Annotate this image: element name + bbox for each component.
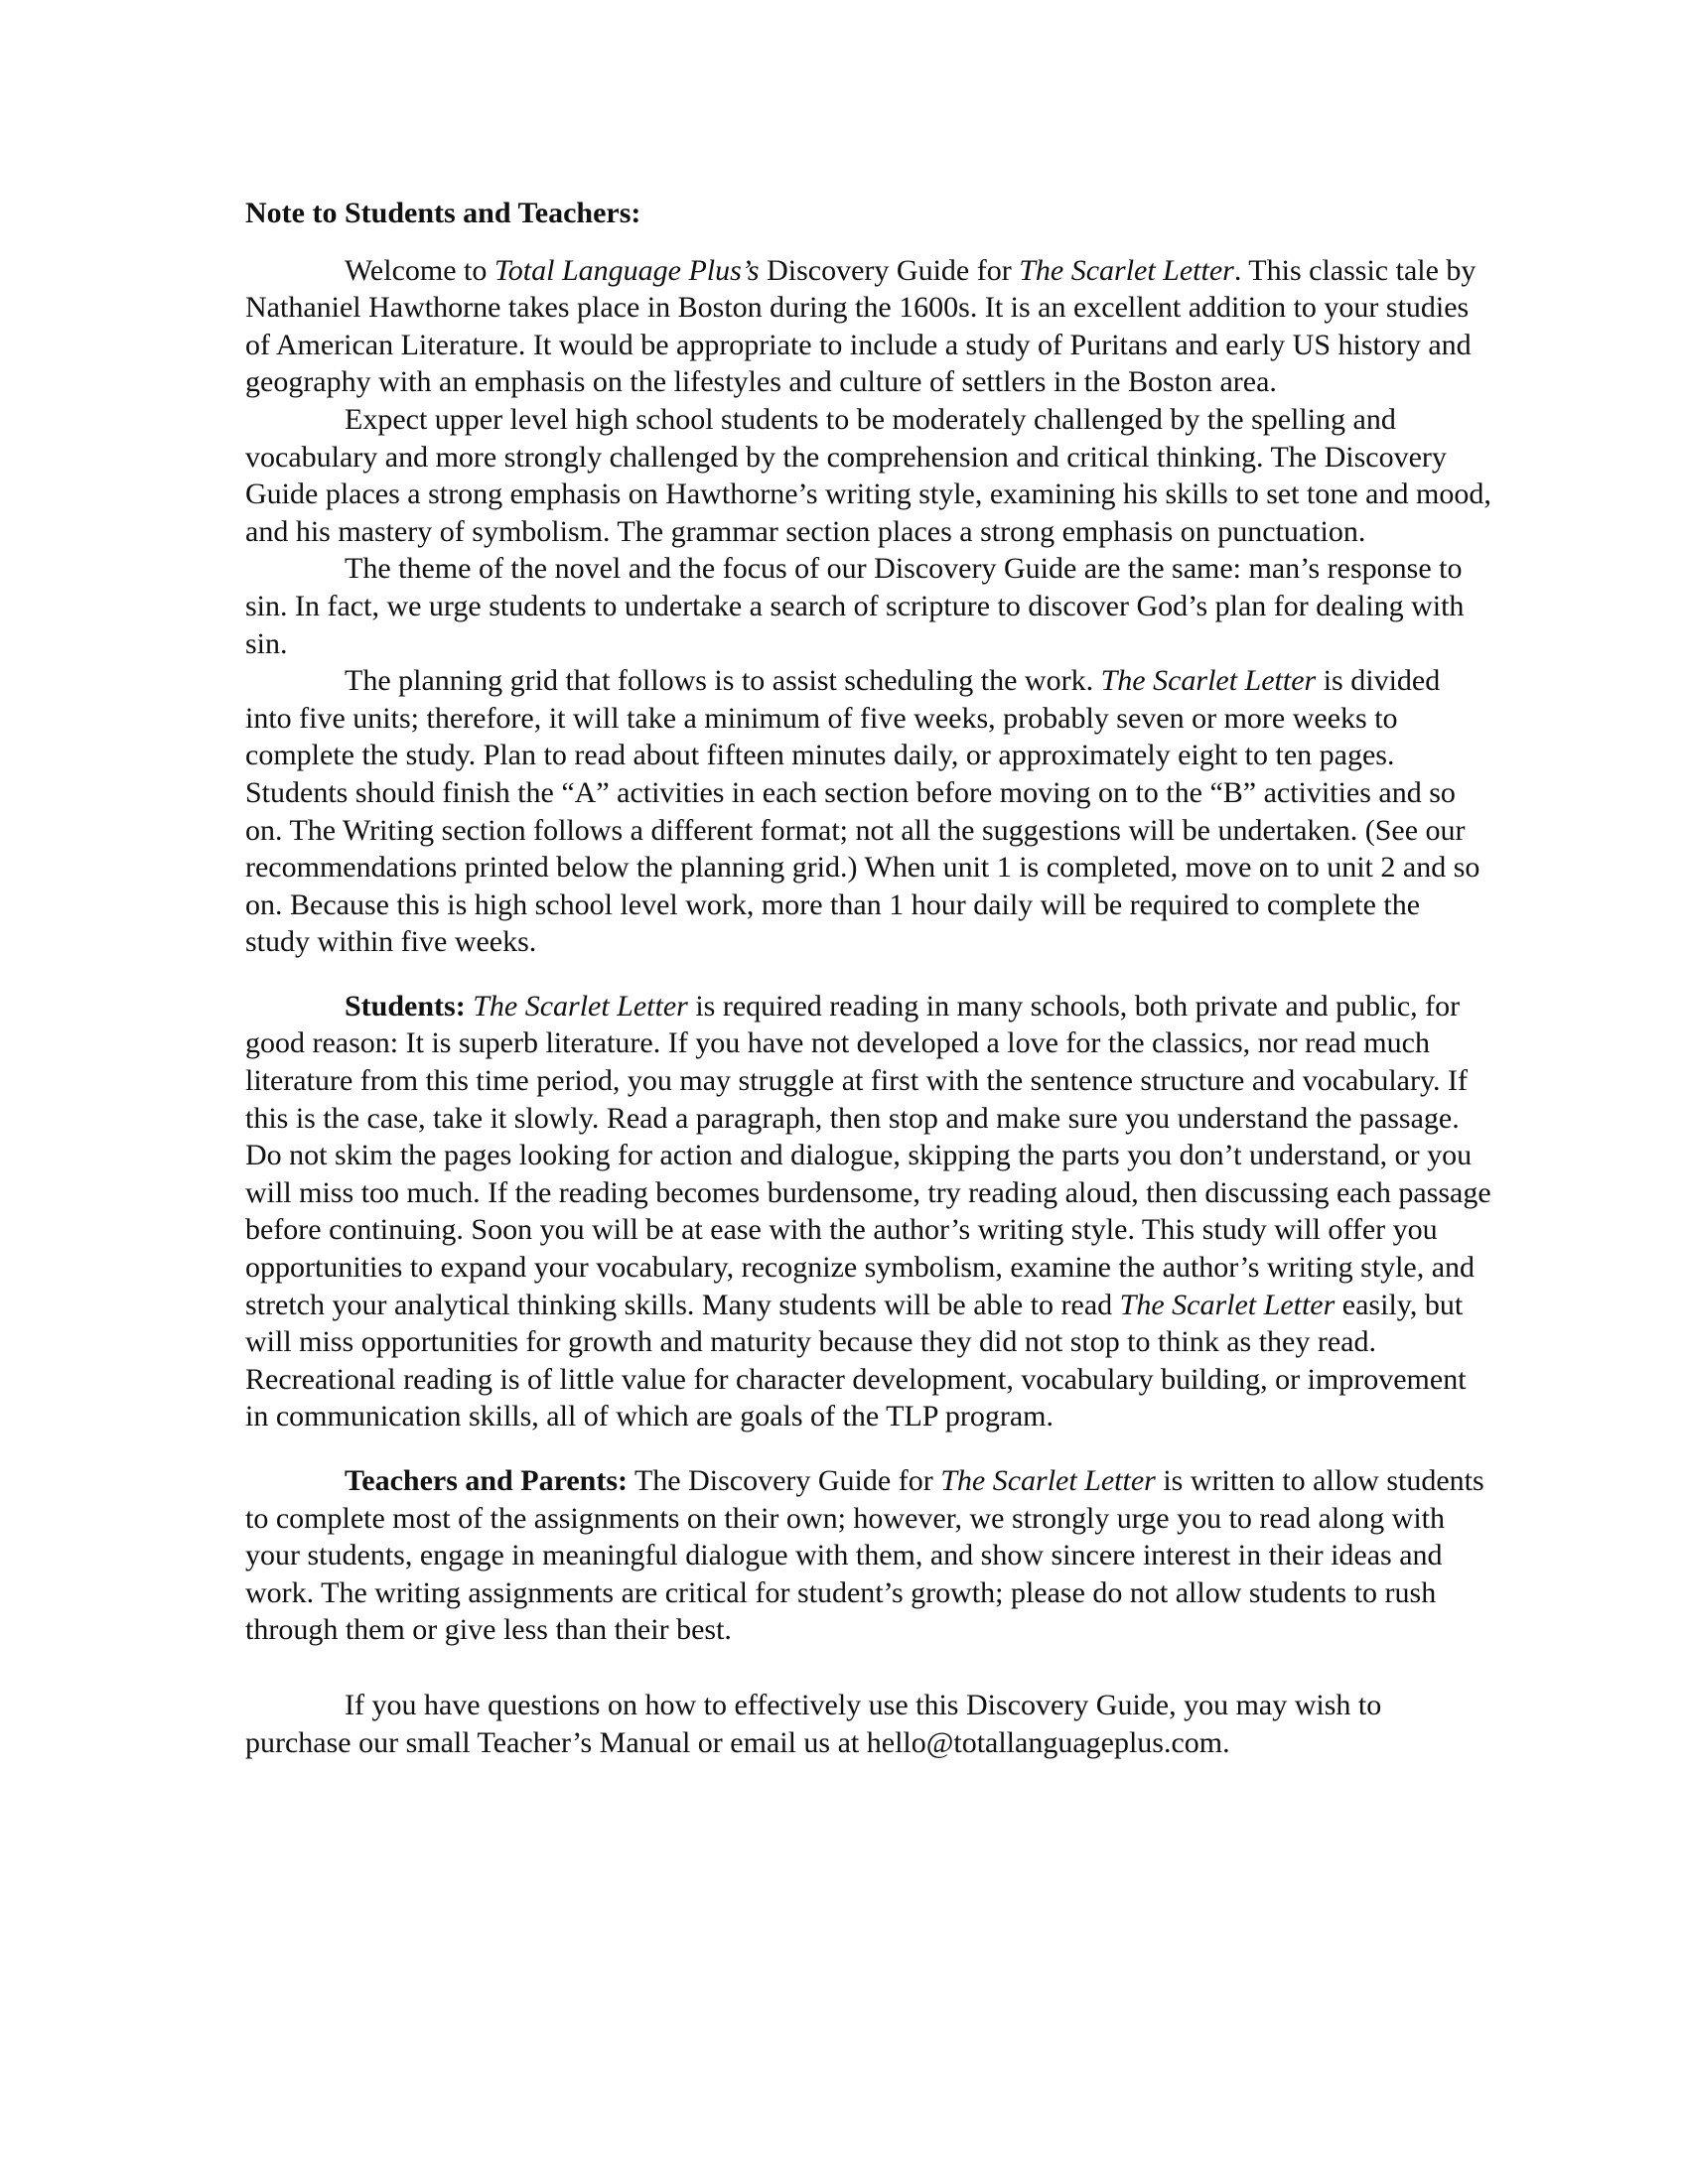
intro-paragraph-2: Expect upper level high school students to be moderately challenged by the spelling and vocabulary and more strongly challenged by the comprehension and critical thinking. The Discovery Guide places a strong emphasis on Hawthorne’s writing style, examining his skills to set tone and mood, and his mastery of symbolism. The grammar section places a strong emphasis on punctuation.	[245, 402, 1491, 548]
paragraph-gap	[245, 1649, 1491, 1687]
paragraph-gap	[245, 1435, 1491, 1462]
students-title-scarlet-letter-1: The Scarlet Letter	[473, 989, 688, 1023]
intro-p1-text-2: Discovery Guide for	[759, 253, 1020, 287]
teachers-label: Teachers and Parents:	[345, 1464, 628, 1497]
document-body	[245, 195, 1491, 1761]
teachers-paragraph	[245, 1462, 1491, 1649]
intro-paragraph-3: The theme of the novel and the focus of our Discovery Guide are the same: man’s response to sin. In fact, we urge students to undertake a search of scripture to discover God’s plan for dealing with sin.	[245, 552, 1465, 660]
paragraph-gap	[245, 961, 1491, 988]
intro-p1-text-1: Welcome to	[345, 253, 494, 287]
intro-p1-title-tlp: Total Language Plus’s	[493, 253, 760, 287]
teachers-text-1: The Discovery Guide for	[628, 1464, 941, 1497]
teachers-title-scarlet-letter: The Scarlet Letter	[940, 1464, 1156, 1497]
intro-paragraph-4	[245, 662, 1491, 961]
intro-p1-title-scarlet-letter: The Scarlet Letter	[1019, 253, 1234, 287]
students-paragraph	[245, 988, 1491, 1435]
section-heading: Note to Students and Teachers:	[245, 197, 641, 229]
intro-p4-title-scarlet-letter: The Scarlet Letter	[1100, 664, 1317, 698]
intro-p1-text-3: . This classic tale by Nathaniel Hawthorne takes place in Boston during the 1600s. It is an excellent addition to your studies of American Literature. It would be appropriate to include a study of Puritans and early US history and geography with an emphasis on the lifestyles and culture of settlers in the Boston area.	[245, 253, 1477, 399]
intro-p4-text-1: The planning grid that follows is to assist scheduling the work.	[345, 664, 1101, 698]
students-label: Students:	[345, 989, 466, 1023]
students-text-2: easily, but will miss opportunities for growth and maturity because they did not stop to think as they read. Recreational reading is of little value for character development, vocabulary building, or improvement in communication skills, all of which are goals of the TLP program.	[245, 1288, 1467, 1433]
intro-paragraph-1	[245, 252, 1491, 401]
intro-p4-text-2: is divided into five units; therefore, it will take a minimum of five weeks, probably seven or more weeks to complete the study. Plan to read about fifteen minutes daily, or approximately eight to ten pages. Students should finish the “A” activities in each section before moving on to the “B” activities and so on. The Writing section follows a different format; not all the suggestions will be undertaken. (See our recommendations printed below the planning grid.) When unit 1 is completed, move on to unit 2 and so on. Because this is high school level work, more than 1 hour daily will be required to complete the study within five weeks.	[245, 664, 1480, 959]
closing-paragraph: If you have questions on how to effectively use this Discovery Guide, you may wish to purchase our small Teacher’s Manual or email us at hello@totallanguageplus.com.	[245, 1688, 1382, 1759]
students-text-1: is required reading in many schools, both private and public, for good reason: It is superb literature. If you have not developed a love for the classics, nor read much literature from this time period, you may struggle at first with the sentence structure and vocabulary. If this is the case, take it slowly. Read a paragraph, then stop and make sure you understand the passage. Do not skim the pages looking for action and dialogue, skipping the parts you don’t understand, or you will miss too much. If the reading becomes burdensome, try reading aloud, then discussing each passage before continuing. Soon you will be at ease with the author’s writing style. This study will offer you opportunities to expand your vocabulary, recognize symbolism, examine the author’s writing style, and stretch your analytical thinking skills. Many students will be able to read	[245, 989, 1491, 1321]
students-title-scarlet-letter-2: The Scarlet Letter	[1119, 1288, 1336, 1321]
teachers-text-2: is written to allow students to complete most of the assignments on their own; however, we strongly urge you to read along with your students, engage in meaningful dialogue with them, and show sincere interest in their ideas and work. The writing assignments are critical for student’s growth; please do not allow students to rush through them or give less than their best.	[245, 1464, 1484, 1647]
